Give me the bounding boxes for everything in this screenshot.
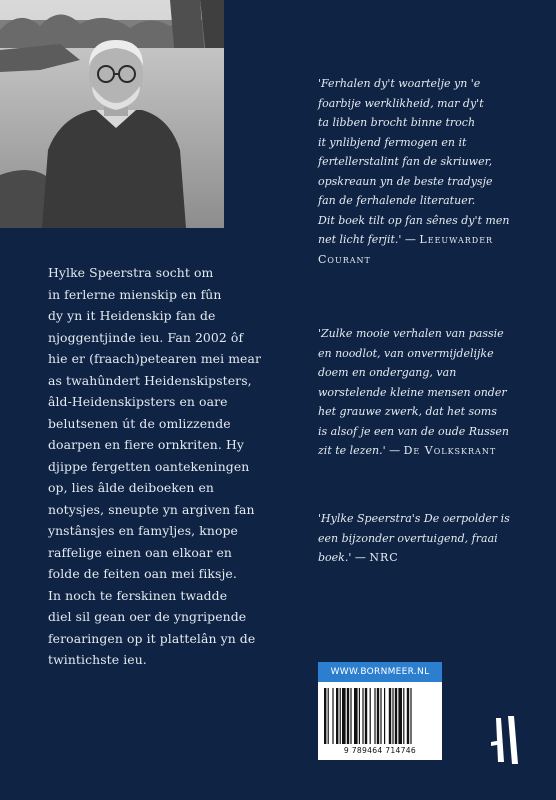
quote-line-last <box>318 548 540 568</box>
barcode-bar <box>410 688 411 744</box>
barcode-bar <box>347 688 349 744</box>
blurb-line: folde de feiten oan mei fiksje. <box>48 566 237 581</box>
quote-line: it ynlibjend fermogen en it <box>318 135 467 149</box>
quote-line: worstelende kleine mensen onder <box>318 385 507 399</box>
barcode-bar <box>336 688 338 744</box>
blurb-line: op, lies âlde deiboeken en <box>48 480 215 495</box>
blurb-line: njoggentjinde ieu. Fan 2002 ôf <box>48 329 244 345</box>
author-photo-image <box>0 0 224 228</box>
barcode-bar <box>389 688 391 744</box>
barcode-bar <box>374 688 375 744</box>
barcode-bar <box>340 688 341 744</box>
blurb-line: notysjes, sneupte yn argiven fan <box>48 501 255 517</box>
quote-line: een bijzonder overtuigend, fraai <box>318 531 498 545</box>
quote-line: het grauwe zwerk, dat het soms <box>318 405 497 418</box>
quote-line-last <box>318 230 540 269</box>
quote-dash: — <box>385 444 404 457</box>
publisher-logo <box>488 712 528 768</box>
isbn-barcode <box>318 662 442 760</box>
review-quote-de-volkskrant <box>318 324 540 461</box>
isbn-number: 9 789464 714746 <box>343 746 417 755</box>
blurb-line: Hylke Speerstra socht om <box>48 265 214 280</box>
quote-line: fertellerstalint fan de skriuwer, <box>318 155 493 168</box>
quote-line: 'Zulke mooie verhalen van passie <box>318 327 504 340</box>
blurb-line: twintichste ieu. <box>48 652 147 667</box>
quote-line: opskreaun yn de beste tradysje <box>318 174 493 188</box>
barcode-bar <box>392 688 393 744</box>
blurb-line: raffelige einen oan elkoar en <box>48 544 232 560</box>
blurb-line: âld-Heidenskipsters en oare <box>48 394 228 409</box>
review-quote-leeuwarder-courant <box>318 74 540 269</box>
blurb-line: as twahûndert Heidenskipsters, <box>48 372 252 388</box>
barcode-bars <box>324 688 436 744</box>
barcode-bar <box>342 688 346 744</box>
barcode-bar <box>354 688 358 744</box>
barcode-bar <box>395 688 397 744</box>
blurb-line: djippe fergetten oantekeningen <box>48 458 250 474</box>
barcode-bar <box>332 688 333 744</box>
quote-line: ta libben brocht binne troch <box>318 116 476 129</box>
quote-line: foarbije werklikheid, mar dy't <box>318 96 484 110</box>
quote-source: De Volkskrant <box>403 444 497 457</box>
quote-line: en noodlot, van onvermijdelijke <box>318 346 494 360</box>
quote-line: 'Ferhalen dy't woartelje yn 'e <box>318 77 481 90</box>
quote-line: fan de ferhalende literatuer. <box>318 194 476 207</box>
blurb-line: in ferlerne mienskip en fûn <box>48 286 222 302</box>
barcode-bar <box>365 688 367 744</box>
quote-line: is alsof je een van de oude Russen <box>318 424 509 438</box>
barcode-bar <box>398 688 402 744</box>
barcode-bar <box>328 688 329 744</box>
barcode-bar <box>377 688 379 744</box>
quote-text: net licht ferjit.' <box>318 233 402 246</box>
barcode-bar <box>324 688 326 744</box>
blurb-line: dy yn it Heidenskip fan de <box>48 308 216 323</box>
publisher-url: WWW.BORNMEER.NL <box>318 662 442 682</box>
quote-dash: — <box>401 233 420 246</box>
quote-source: Leeuwarder Courant <box>318 233 494 266</box>
barcode-bar <box>384 688 385 744</box>
quote-source: NRC <box>369 551 399 564</box>
barcode-bar <box>350 688 351 744</box>
barcode-bar <box>403 688 404 744</box>
barcode-bar <box>407 688 409 744</box>
blurb-line: diel sil gean oer de yngripende <box>48 609 247 624</box>
blurb-line: In noch te ferskinen twadde <box>48 587 228 603</box>
quote-line-last <box>318 441 540 461</box>
author-photo <box>0 0 224 228</box>
author-blurb <box>48 262 278 671</box>
blurb-line: doarpen en fiere ornkriten. Hy <box>48 437 244 452</box>
barcode-bar <box>359 688 360 744</box>
barcode-bar <box>362 688 363 744</box>
quote-text: boek.' <box>318 551 352 564</box>
blurb-line: feroaringen op it plattelân yn de <box>48 630 256 646</box>
quote-dash: — <box>351 551 370 564</box>
quote-line: doem en ondergang, van <box>318 366 457 379</box>
blurb-line: ynstânsjes en famyljes, knope <box>48 523 238 538</box>
blurb-line: belutsenen út de omlizzende <box>48 415 231 431</box>
blurb-line: hie er (fraach)petearen mei mear <box>48 351 261 366</box>
barcode-bar <box>370 688 371 744</box>
quote-line: Dit boek tilt op fan sênes dy't men <box>318 213 510 227</box>
barcode-bar <box>380 688 381 744</box>
quote-line: 'Hylke Speerstra's De oerpolder is <box>318 512 510 525</box>
review-quote-nrc <box>318 509 540 568</box>
quote-text: zit te lezen.' <box>318 444 386 457</box>
